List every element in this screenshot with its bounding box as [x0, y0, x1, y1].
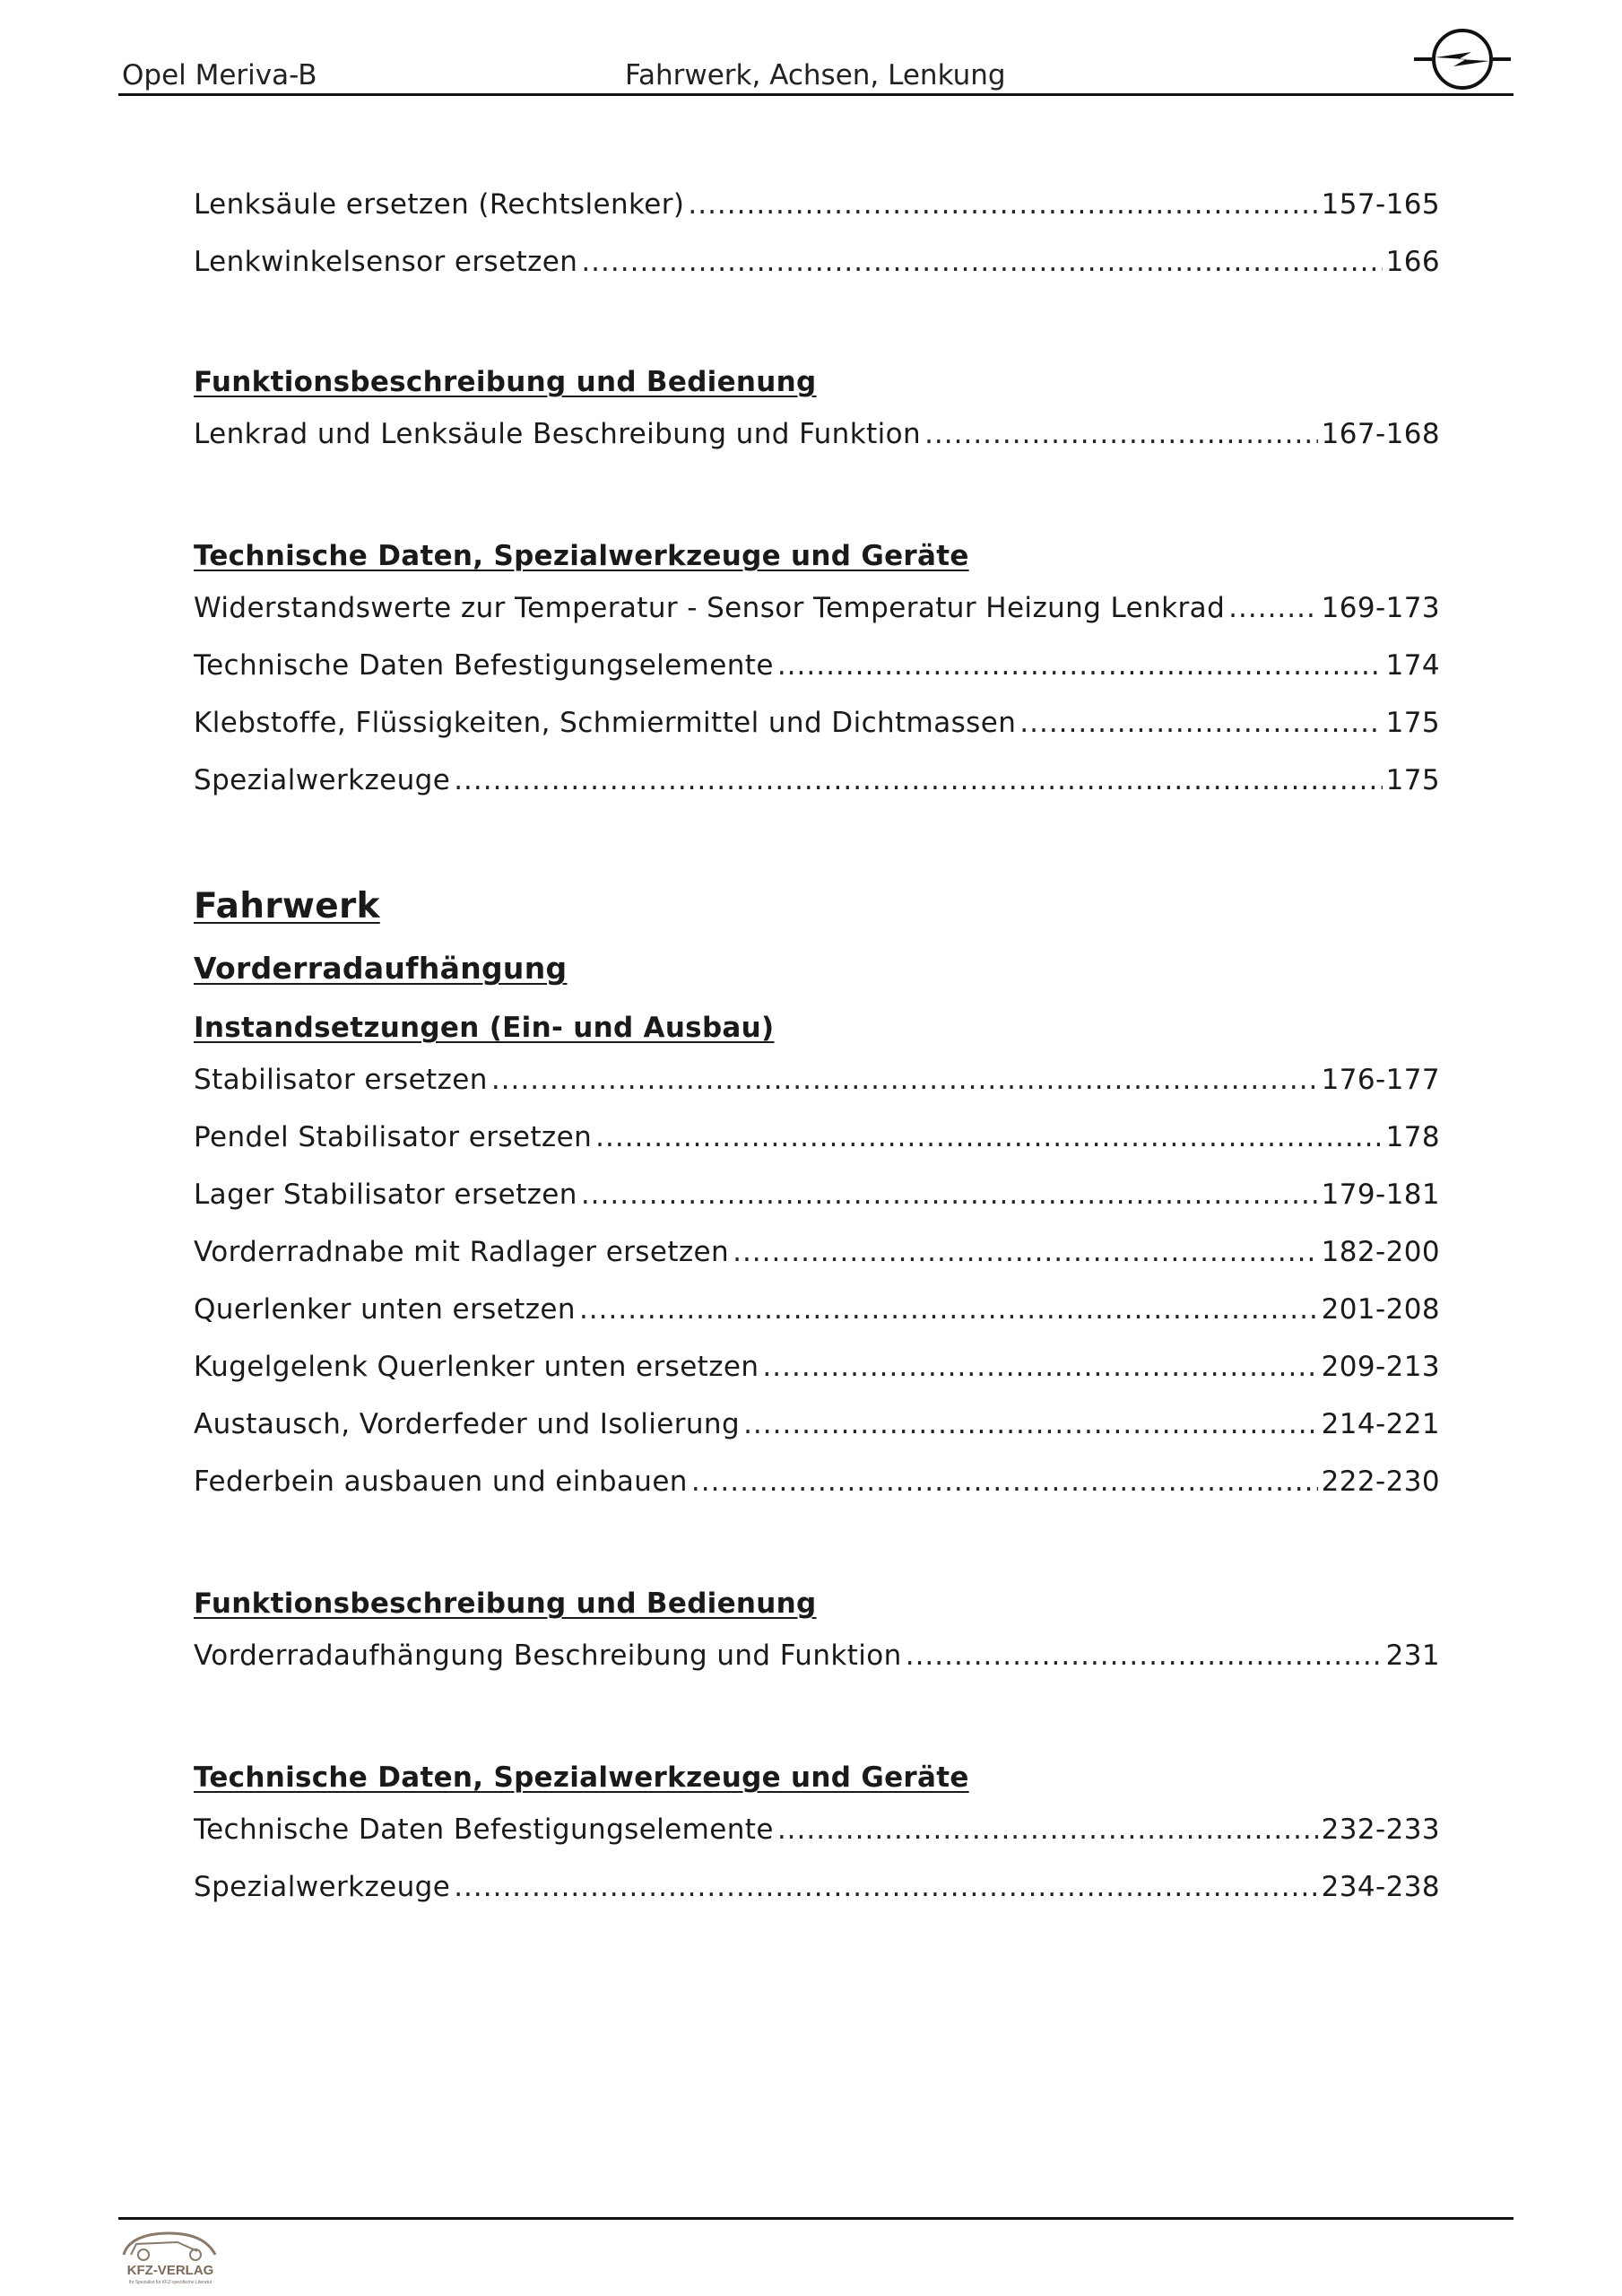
toc-entry-title: Lenksäule ersetzen (Rechtslenker) — [194, 188, 685, 221]
toc-entry-pages: 209-213 — [1321, 1351, 1440, 1383]
toc-entry-title: Vorderradaufhängung Beschreibung und Funktion — [194, 1639, 902, 1672]
toc-entry[interactable] — [194, 188, 1440, 228]
toc-entry[interactable] — [194, 418, 1440, 457]
toc-leader-dots — [777, 1813, 1318, 1846]
toc-entry[interactable] — [194, 1178, 1440, 1218]
toc-entry-pages: 174 — [1385, 649, 1440, 682]
header-rule — [118, 93, 1514, 96]
toc-entry[interactable] — [194, 1465, 1440, 1505]
toc-entry-pages: 231 — [1385, 1639, 1440, 1672]
toc-entry[interactable] — [194, 592, 1440, 631]
toc-entry-pages: 214-221 — [1321, 1408, 1440, 1440]
toc-entry-title: Spezialwerkzeuge — [194, 764, 451, 796]
toc-entry[interactable] — [194, 1871, 1440, 1910]
toc-leader-dots — [743, 1408, 1318, 1440]
toc-entry[interactable] — [194, 764, 1440, 804]
toc-leader-dots — [581, 246, 1382, 278]
toc-entry-title: Vorderradnabe mit Radlager ersetzen — [194, 1236, 730, 1268]
toc-entry[interactable] — [194, 246, 1440, 285]
toc-entry-title: Lager Stabilisator ersetzen — [194, 1178, 577, 1211]
toc-entry[interactable] — [194, 1408, 1440, 1448]
toc-leader-dots — [906, 1639, 1383, 1672]
toc-entry-pages: 169-173 — [1321, 592, 1440, 624]
toc-leader-dots — [579, 1293, 1318, 1326]
section-heading: Technische Daten, Spezialwerkzeuge und Geräte — [194, 540, 969, 572]
toc-entry[interactable] — [194, 1236, 1440, 1275]
header-chapter: Fahrwerk, Achsen, Lenkung — [625, 59, 1006, 91]
toc-entry-title: Stabilisator ersetzen — [194, 1064, 488, 1096]
toc-entry[interactable] — [194, 1064, 1440, 1103]
section-heading: Funktionsbeschreibung und Bedienung — [194, 1587, 817, 1620]
toc-entry[interactable] — [194, 1639, 1440, 1679]
toc-entry-pages: 166 — [1385, 246, 1440, 278]
toc-leader-dots — [454, 1871, 1317, 1903]
toc-entry-pages: 234-238 — [1321, 1871, 1440, 1903]
page-header — [118, 59, 1512, 95]
toc-entry-pages: 176-177 — [1321, 1064, 1440, 1096]
toc-entry-pages: 175 — [1385, 764, 1440, 796]
toc-entry-title: Technische Daten Befestigungselemente — [194, 649, 774, 682]
toc-entry-title: Klebstoffe, Flüssigkeiten, Schmiermittel und Dichtmassen — [194, 707, 1017, 739]
toc-entry[interactable] — [194, 649, 1440, 689]
toc-entry-title: Widerstandswerte zur Temperatur - Sensor Temperatur Heizung Lenkrad — [194, 592, 1226, 624]
section-heading: Instandsetzungen (Ein- und Ausbau) — [194, 1012, 775, 1044]
footer-rule — [118, 2217, 1514, 2220]
toc-entry-title: Austausch, Vorderfeder und Isolierung — [194, 1408, 741, 1440]
toc-leader-dots — [581, 1178, 1318, 1211]
section-heading: Funktionsbeschreibung und Bedienung — [194, 366, 817, 398]
toc-entry-pages: 179-181 — [1321, 1178, 1440, 1211]
toc-entry-pages: 175 — [1385, 707, 1440, 739]
toc-entry[interactable] — [194, 1351, 1440, 1390]
toc-entry-title: Lenkwinkelsensor ersetzen — [194, 246, 578, 278]
toc-leader-dots — [595, 1121, 1382, 1153]
toc-leader-dots — [688, 188, 1317, 221]
toc-leader-dots — [1228, 592, 1318, 624]
toc-leader-dots — [762, 1351, 1317, 1383]
toc-entry-title: Querlenker unten ersetzen — [194, 1293, 576, 1326]
toc-leader-dots — [924, 418, 1318, 450]
toc-entry-title: Kugelgelenk Querlenker unten ersetzen — [194, 1351, 759, 1383]
section-heading: Technische Daten, Spezialwerkzeuge und Geräte — [194, 1761, 969, 1794]
toc-entry-title: Technische Daten Befestigungselemente — [194, 1813, 774, 1846]
toc-leader-dots — [491, 1064, 1318, 1096]
toc-entry-pages: 232-233 — [1321, 1813, 1440, 1846]
header-model: Opel Meriva-B — [122, 59, 317, 91]
toc-entry[interactable] — [194, 707, 1440, 746]
toc-entry-title: Pendel Stabilisator ersetzen — [194, 1121, 593, 1153]
toc-entry[interactable] — [194, 1813, 1440, 1853]
toc-entry[interactable] — [194, 1293, 1440, 1333]
toc-entry[interactable] — [194, 1121, 1440, 1161]
footer-logo-text: KFZ-VERLAG — [126, 2263, 214, 2278]
toc-leader-dots — [777, 649, 1383, 682]
toc-entry-pages: 182-200 — [1321, 1236, 1440, 1268]
subchapter-heading: Vorderradaufhängung — [194, 951, 568, 986]
toc-entry-title: Spezialwerkzeuge — [194, 1871, 451, 1903]
toc-leader-dots — [1019, 707, 1382, 739]
chapter-heading: Fahrwerk — [194, 886, 380, 926]
toc-entry-pages: 222-230 — [1321, 1465, 1440, 1498]
kfz-verlag-logo-icon — [115, 2224, 226, 2287]
toc-entry-title: Lenkrad und Lenksäule Beschreibung und Funktion — [194, 418, 922, 450]
opel-blitz-logo-icon — [1412, 25, 1513, 93]
toc-leader-dots — [733, 1236, 1318, 1268]
toc-entry-pages: 178 — [1385, 1121, 1440, 1153]
toc-leader-dots — [691, 1465, 1318, 1498]
footer-logo-tagline: Ihr Spezialist für KFZ-spezifische Literatur — [128, 2280, 213, 2285]
toc-leader-dots — [454, 764, 1382, 796]
toc-entry-pages: 157-165 — [1321, 188, 1440, 221]
toc-entry-title: Federbein ausbauen und einbauen — [194, 1465, 688, 1498]
toc-entry-pages: 201-208 — [1321, 1293, 1440, 1326]
toc-entry-pages: 167-168 — [1321, 418, 1440, 450]
